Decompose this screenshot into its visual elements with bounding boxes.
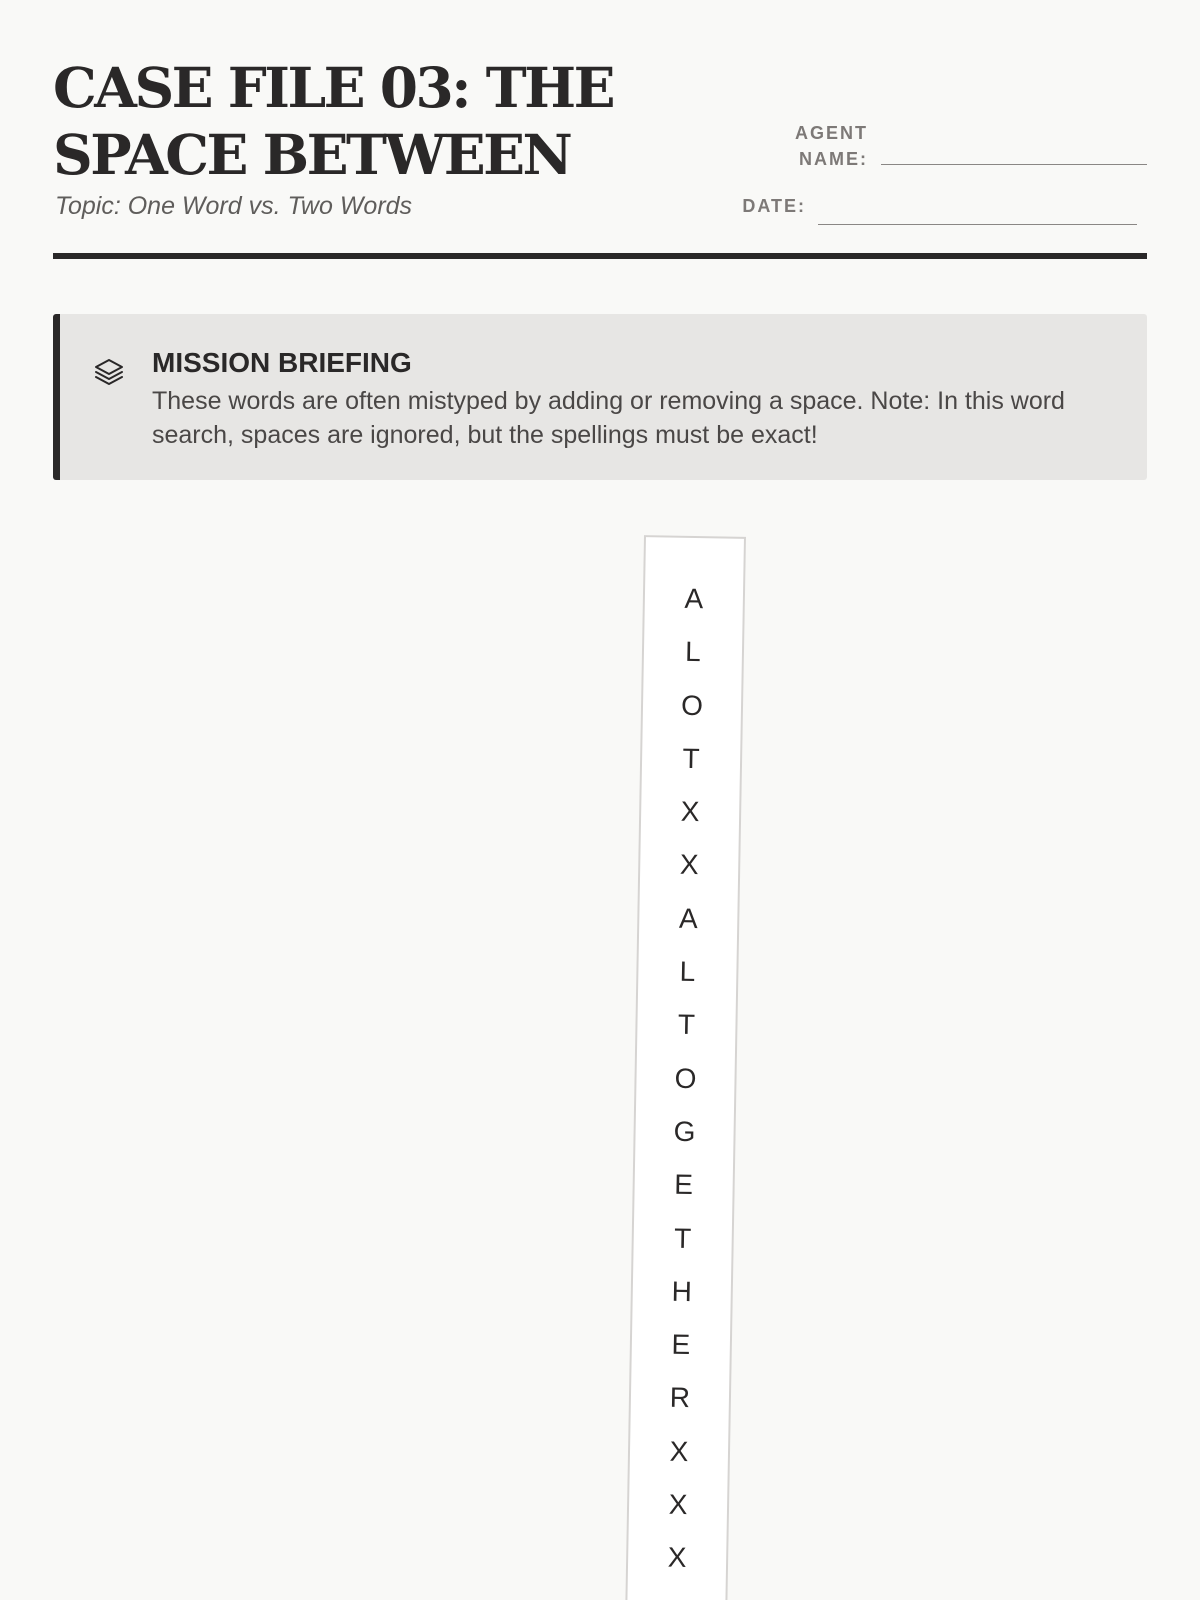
grid-letter[interactable]: A: [684, 582, 704, 615]
grid-letter[interactable]: L: [684, 636, 702, 668]
grid-letter[interactable]: A: [678, 902, 698, 934]
briefing-title: MISSION BRIEFING: [152, 347, 412, 378]
grid-letter[interactable]: T: [682, 742, 700, 775]
grid-letter[interactable]: T: [673, 1222, 692, 1254]
grid-letter[interactable]: E: [671, 1328, 691, 1361]
page-title: CASE FILE 03: THE SPACE BETWEEN: [53, 55, 614, 187]
grid-letter[interactable]: H: [671, 1275, 693, 1307]
grid-letter[interactable]: R: [669, 1382, 691, 1414]
grid-letter[interactable]: T: [677, 1009, 696, 1041]
grid-letter[interactable]: E: [674, 1169, 694, 1201]
grid-letter[interactable]: X: [668, 1488, 688, 1521]
grid-letter[interactable]: X: [667, 1542, 687, 1574]
grid-letter[interactable]: G: [673, 1115, 696, 1148]
page-subtitle: Topic: One Word vs. Two Words: [55, 192, 413, 220]
agent-name-field[interactable]: [881, 164, 1147, 165]
grid-letter[interactable]: X: [669, 1435, 689, 1467]
word-search-strip: [624, 535, 746, 1600]
mission-briefing-panel: [53, 314, 1147, 480]
date-field[interactable]: [818, 224, 1137, 225]
date-label: DATE:: [742, 196, 806, 216]
grid-letter[interactable]: L: [679, 955, 696, 988]
grid-letter[interactable]: X: [679, 849, 699, 881]
header-divider: [53, 253, 1147, 259]
agent-name-label: AGENT NAME:: [795, 123, 868, 169]
layers-icon: [93, 356, 125, 388]
briefing-text: These words are often mistyped by adding or removing a space. Note: In this word search, spaces are ignored, but the spellings must be exact!: [152, 387, 1065, 449]
grid-letter[interactable]: X: [680, 795, 700, 828]
grid-letter[interactable]: O: [680, 689, 704, 721]
grid-letter[interactable]: O: [674, 1062, 697, 1094]
